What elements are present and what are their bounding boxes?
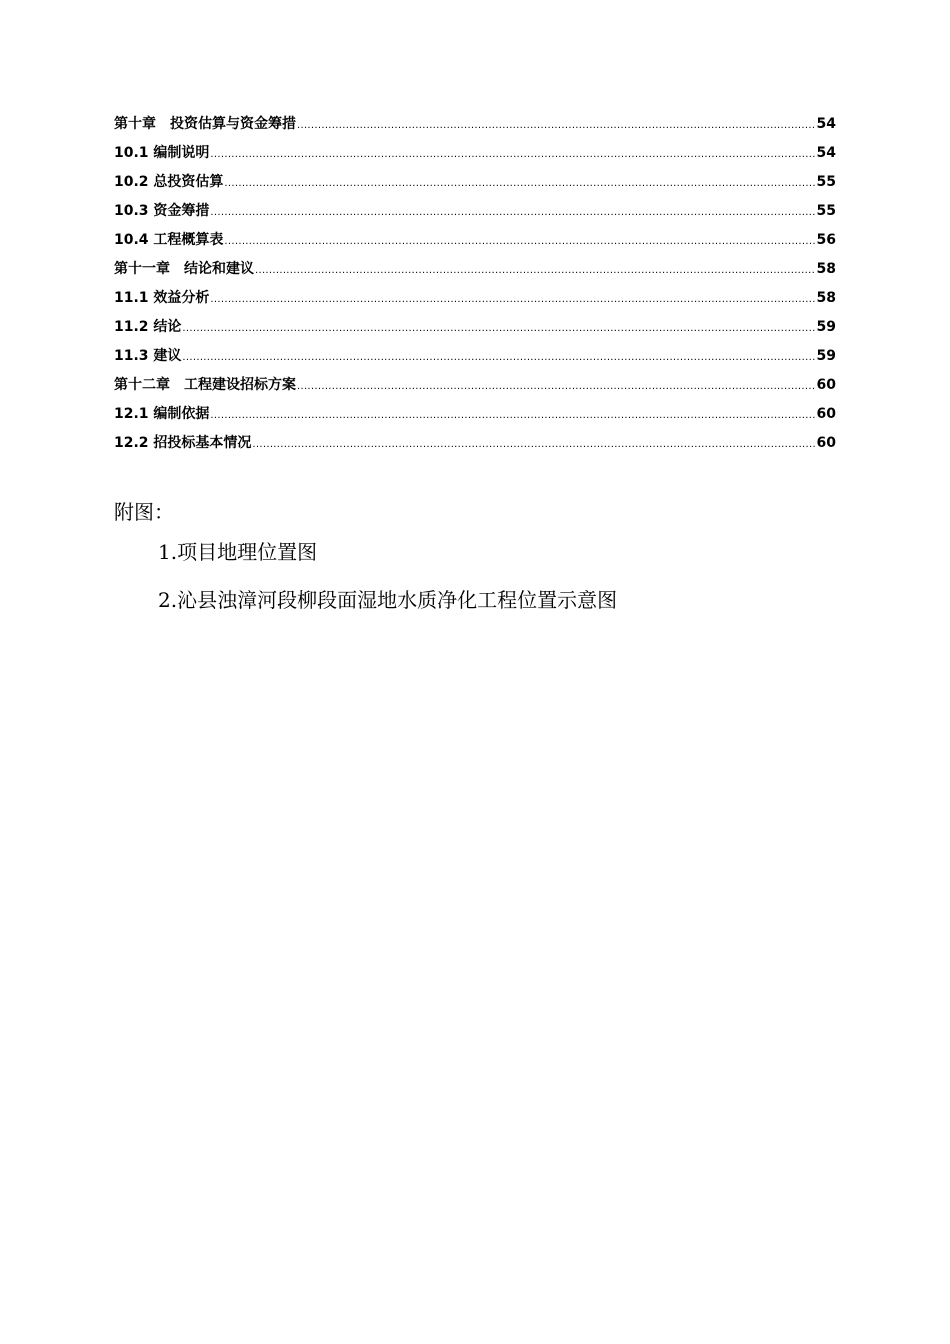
toc-entry-page: 54 <box>816 116 836 132</box>
table-of-contents <box>114 113 836 461</box>
toc-entry[interactable] <box>114 374 836 403</box>
toc-leader-dots <box>210 403 815 427</box>
toc-entry-page: 58 <box>816 261 836 277</box>
toc-leader-dots <box>297 113 816 137</box>
toc-entry-title: 第十章 投资估算与资金筹措 <box>114 116 296 132</box>
toc-entry[interactable] <box>114 345 836 374</box>
toc-entry-title: 11.1 效益分析 <box>114 290 210 306</box>
toc-entry[interactable] <box>114 316 836 345</box>
toc-leader-dots <box>255 258 816 282</box>
toc-entry[interactable] <box>114 229 836 258</box>
appendix-figure-item: 1.项目地理位置图 <box>158 540 318 564</box>
toc-entry-title: 10.2 总投资估算 <box>114 174 224 190</box>
toc-entry-title: 10.4 工程概算表 <box>114 232 224 248</box>
toc-entry-page: 55 <box>816 203 836 219</box>
toc-entry[interactable] <box>114 432 836 461</box>
toc-entry[interactable] <box>114 171 836 200</box>
toc-entry-title: 11.3 建议 <box>114 348 182 364</box>
toc-leader-dots <box>210 200 815 224</box>
appendix-figure-item: 2.沁县浊漳河段柳段面湿地水质净化工程位置示意图 <box>158 588 618 612</box>
toc-leader-dots <box>210 142 815 166</box>
toc-leader-dots <box>182 316 815 340</box>
toc-leader-dots <box>224 229 815 253</box>
toc-entry-title: 11.2 结论 <box>114 319 182 335</box>
toc-entry[interactable] <box>114 287 836 316</box>
toc-leader-dots <box>210 287 815 311</box>
toc-leader-dots <box>252 432 815 456</box>
toc-entry-title: 12.1 编制依据 <box>114 406 210 422</box>
toc-entry-page: 55 <box>816 174 836 190</box>
toc-entry-page: 56 <box>816 232 836 248</box>
toc-entry-title: 第十二章 工程建设招标方案 <box>114 377 296 393</box>
appendix-figure-list <box>114 528 874 624</box>
toc-entry[interactable] <box>114 142 836 171</box>
toc-entry[interactable] <box>114 258 836 287</box>
appendix-heading: 附图： <box>114 500 174 524</box>
toc-entry-title: 12.2 招投标基本情况 <box>114 435 252 451</box>
toc-entry[interactable] <box>114 403 836 432</box>
toc-entry-page: 60 <box>816 435 836 451</box>
toc-leader-dots <box>297 374 816 398</box>
toc-entry-page: 58 <box>816 290 836 306</box>
toc-entry-page: 59 <box>816 348 836 364</box>
toc-entry-page: 60 <box>816 377 836 393</box>
toc-entry-title: 第十一章 结论和建议 <box>114 261 254 277</box>
toc-leader-dots <box>224 171 815 195</box>
appendix-figures-section <box>114 496 874 624</box>
toc-leader-dots <box>182 345 815 369</box>
toc-entry-page: 54 <box>816 145 836 161</box>
toc-entry[interactable] <box>114 200 836 229</box>
toc-entry-page: 59 <box>816 319 836 335</box>
toc-entry-title: 10.3 资金筹措 <box>114 203 210 219</box>
toc-entry-page: 60 <box>816 406 836 422</box>
toc-entry[interactable] <box>114 113 836 142</box>
toc-entry-title: 10.1 编制说明 <box>114 145 210 161</box>
